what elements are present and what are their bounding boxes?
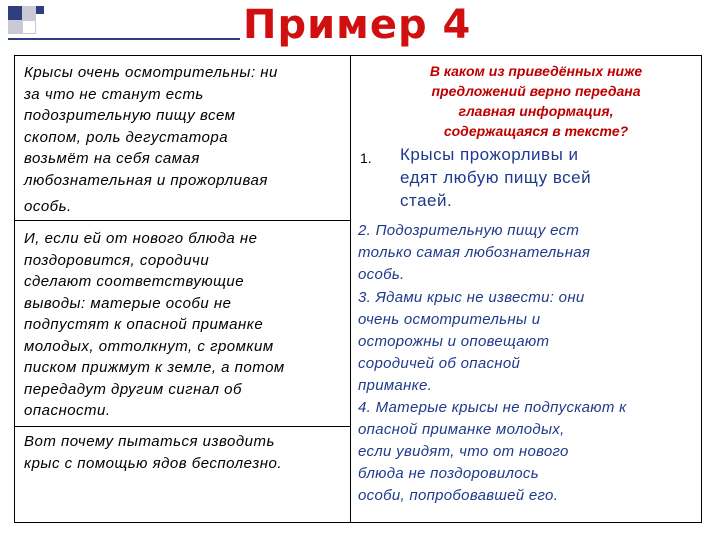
decor-square-small xyxy=(36,6,44,14)
option-2: 2. Подозрительную пищу ест только самая любознательная особь. xyxy=(358,222,591,283)
decor-square-light xyxy=(22,6,36,20)
option-3: 3. Ядами крыс не извести: они очень осмотрительны и осторожны и оповещают сородичей об опасной приманке. xyxy=(358,289,585,394)
table-column-divider xyxy=(350,55,351,523)
question-text: В каком из приведённых ниже предложений верно передана главная информация, содержащаяся в тексте? xyxy=(429,63,643,139)
decor-square-dark xyxy=(8,6,22,20)
option-4: 4. Матерые крысы не подпускают к опасной приманке молодых, если увидят, что от нового блюда не поздоровилось особи, попробовавшей его. xyxy=(358,399,627,504)
decor-square-outline xyxy=(22,20,36,34)
text-block-1: Крысы очень осмотрительны: ни за что не станут есть подозрительную пищу всем скопом, роль дегустатора возьмёт на себя самая любознательная и прожорливая xyxy=(24,64,278,189)
decor-line xyxy=(8,38,240,40)
option-1: Крысы прожорливы и едят любую пищу всей стаей. xyxy=(400,145,592,210)
table-row-divider xyxy=(14,426,351,427)
text-block-3: Вот почему пытаться изводить крыс с помощью ядов бесполезно. xyxy=(24,433,283,472)
decor-square-light xyxy=(8,20,22,34)
text-block-1-tail: особь. xyxy=(24,198,72,215)
option-1-number: 1. xyxy=(360,150,372,166)
table-row-divider xyxy=(14,220,351,221)
text-block-2: И, если ей от нового блюда не поздоровится, сородичи сделают соответствующие выводы: матерые особи не подпустят к опасной приманке молодых, оттолкнут, с громким писком прижмут к земле, а потом передадут другим сигнал об опасности. xyxy=(24,230,285,419)
slide-title: Пример 4 xyxy=(243,2,472,48)
